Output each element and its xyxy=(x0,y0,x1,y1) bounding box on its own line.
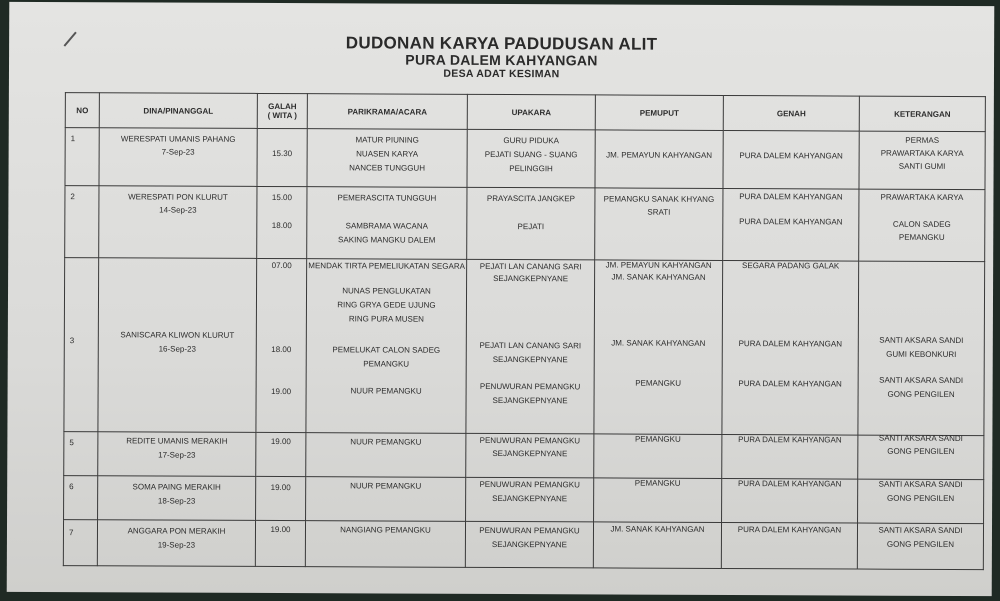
venue: PURA DALEM KAHYANGAN xyxy=(739,192,843,202)
cell-upakara xyxy=(466,477,594,522)
venue: SEGARA PADANG GALAK xyxy=(742,261,840,271)
day-name: WERESPATI UMANIS PAHANG xyxy=(120,134,236,144)
date: 18-Sep-23 xyxy=(157,496,196,506)
time: 18.00 xyxy=(271,345,292,355)
activity: PEMERASCITA TUNGGUH xyxy=(337,193,437,203)
day-name: REDITE UMANIS MERAKIH xyxy=(126,436,228,446)
cell-pemuput xyxy=(594,260,723,435)
day-name: ANGGARA PON MERAKIH xyxy=(127,526,226,536)
offering: PENUWURAN PEMANGKU xyxy=(479,435,581,446)
activity: SAKING MANGKU DALEM xyxy=(338,235,436,245)
col-header-keterangan: KETERANGAN xyxy=(859,96,985,132)
row-number: 7 xyxy=(68,528,74,538)
day-name: WERESPATI PON KLURUT xyxy=(128,192,228,202)
table-row xyxy=(63,520,983,570)
cell-dina xyxy=(98,258,257,433)
officiant: JM. SANAK KAHYANGAN xyxy=(611,272,706,282)
table-row xyxy=(64,476,984,524)
offering: SEJANGKEPNYANE xyxy=(492,395,568,406)
cell-keterangan xyxy=(859,131,985,190)
officiant: PEMANGKU xyxy=(634,478,681,488)
note: GONG PENGILEN xyxy=(886,539,955,549)
activity: NUASEN KARYA xyxy=(356,149,419,159)
offering: PEJATI xyxy=(517,222,545,232)
officiant: JM. PEMAYUN KAHYANGAN xyxy=(606,150,713,160)
cell-upakara xyxy=(465,521,593,568)
cell-keterangan xyxy=(858,479,984,524)
cell-parikrama xyxy=(305,521,465,568)
offering: GURU PIDUKA xyxy=(503,136,559,146)
col-header-no: NO xyxy=(65,93,99,128)
officiant: JM. SANAK KAHYANGAN xyxy=(610,524,705,534)
cell-genah xyxy=(722,260,859,435)
activity: NUUR PEMANGKU xyxy=(350,386,422,396)
note: CALON SADEG xyxy=(892,219,951,229)
col-header-upakara: UPAKARA xyxy=(467,94,595,130)
row-number: 5 xyxy=(69,438,74,448)
cell-keterangan xyxy=(858,435,984,480)
offering: SEJANGKEPNYANE xyxy=(492,493,568,504)
offering: SEJANGKEPNYANE xyxy=(492,448,568,459)
date: 19-Sep-23 xyxy=(157,540,196,550)
cell-pemuput xyxy=(593,522,721,569)
note: GONG PENGILEN xyxy=(887,446,955,456)
cell-no xyxy=(65,128,99,186)
cell-pemuput xyxy=(594,478,722,523)
venue: PURA DALEM KAHYANGAN xyxy=(737,479,842,489)
document-subtitle: PURA DALEM KAHYANGAN xyxy=(405,51,598,69)
col-header-parikrama: PARIKRAMA/ACARA xyxy=(307,94,467,130)
cell-dina xyxy=(98,432,256,477)
venue: PURA DALEM KAHYANGAN xyxy=(738,379,842,389)
cell-parikrama xyxy=(306,259,467,434)
cell-genah xyxy=(723,130,859,189)
col-header-dina: DINA/PINANGGAL xyxy=(99,93,257,129)
cell-pemuput xyxy=(595,188,723,261)
col-header-pemuput: PEMUPUT xyxy=(595,95,723,131)
note: GONG PENGILEN xyxy=(887,389,955,399)
venue: PURA DALEM KAHYANGAN xyxy=(739,151,843,161)
note: SANTI AKSARA SANDI xyxy=(878,433,963,444)
row-number: 1 xyxy=(70,134,76,144)
note: SANTI AKSARA SANDI xyxy=(879,375,964,386)
activity: NUUR PEMANGKU xyxy=(350,481,422,491)
activity: NUNAS PENGLUKATAN xyxy=(342,286,431,296)
officiant: PEMANGKU SANAK KHYANG xyxy=(603,194,715,204)
offering: PEJATI SUANG - SUANG xyxy=(484,149,578,160)
cell-galah xyxy=(257,186,307,258)
time: 15.30 xyxy=(272,149,293,159)
offering: PENUWURAN PEMANGKU xyxy=(479,381,581,392)
cell-pemuput xyxy=(594,434,722,479)
cell-parikrama xyxy=(307,187,467,260)
note: SANTI GUMI xyxy=(898,161,946,171)
row-number: 2 xyxy=(70,192,75,202)
cell-galah xyxy=(255,520,305,566)
venue: PURA DALEM KAHYANGAN xyxy=(738,339,843,349)
document-title: DUDONAN KARYA PADUDUSAN ALIT xyxy=(345,33,658,54)
offering: PRAYASCITA JANGKEP xyxy=(486,193,575,204)
cell-keterangan xyxy=(859,189,985,262)
note: PRAWARTAKA KARYA xyxy=(880,148,964,159)
note: GONG PENGILEN xyxy=(887,493,955,503)
offering: SEJANGKEPNYANE xyxy=(491,539,567,550)
cell-genah xyxy=(723,188,859,261)
time: 19.00 xyxy=(270,436,291,447)
note: SANTI AKSARA SANDI xyxy=(878,479,963,490)
officiant: JM. PEMAYUN KAHYANGAN xyxy=(605,260,712,270)
cell-galah xyxy=(257,128,307,186)
offering: SEJANGKEPNYANE xyxy=(492,354,568,365)
row-number: 3 xyxy=(69,336,75,346)
cell-keterangan xyxy=(858,261,985,436)
activity: PEMANGKU xyxy=(363,359,410,369)
cell-no xyxy=(63,520,97,566)
venue: PURA DALEM KAHYANGAN xyxy=(737,525,842,535)
offering: PEJATI LAN CANANG SARI xyxy=(479,261,582,272)
venue: PURA DALEM KAHYANGAN xyxy=(738,435,842,445)
cell-upakara xyxy=(466,433,594,478)
date: 7-Sep-23 xyxy=(161,147,195,157)
cell-no xyxy=(65,186,99,258)
cell-upakara xyxy=(467,187,595,260)
date: 16-Sep-23 xyxy=(158,344,196,354)
note: PEMANGKU xyxy=(898,232,945,242)
offering: PEJATI LAN CANANG SARI xyxy=(479,340,582,351)
offering: PENUWURAN PEMANGKU xyxy=(479,525,580,536)
header-row xyxy=(65,93,985,132)
galah-label: GALAH xyxy=(268,101,297,112)
activity: SAMBRAMA WACANA xyxy=(345,221,429,231)
activity: MENDAK TIRTA PEMELIUKATAN SEGARA xyxy=(308,261,465,271)
cell-galah xyxy=(256,432,306,476)
day-name: SANISCARA KLIWON KLURUT xyxy=(120,330,235,340)
schedule-table xyxy=(63,92,986,570)
activity: PEMELUKAT CALON SADEG xyxy=(332,345,441,355)
cell-genah xyxy=(721,522,857,569)
note: GUMI KEBONKURI xyxy=(886,349,957,359)
cell-galah xyxy=(256,258,307,432)
activity: MATUR PIUNING xyxy=(355,135,419,145)
time: 19.00 xyxy=(270,482,291,493)
cell-galah xyxy=(256,476,306,520)
officiant: JM. SANAK KAHYANGAN xyxy=(611,338,706,348)
offering: PELINGGIH xyxy=(509,164,553,174)
date: 17-Sep-23 xyxy=(158,450,196,460)
table-row xyxy=(65,128,985,190)
date: 14-Sep-23 xyxy=(159,205,197,215)
document-sheet xyxy=(7,2,995,596)
note: PERMAS xyxy=(905,135,940,145)
cell-genah xyxy=(722,478,858,523)
activity: NUUR PEMANGKU xyxy=(350,437,422,447)
table-row xyxy=(64,258,985,436)
activity: RING PURA MUSEN xyxy=(348,314,424,324)
cell-genah xyxy=(722,434,858,479)
activity: NANCEB TUNGGUH xyxy=(349,163,426,173)
officiant: SRATI xyxy=(647,207,671,217)
cell-dina xyxy=(98,476,256,521)
day-name: SOMA PAING MERAKIH xyxy=(132,482,221,492)
officiant: PEMANGKU xyxy=(634,434,681,444)
time: 07.00 xyxy=(271,261,292,271)
officiant: PEMANGKU xyxy=(635,378,682,388)
galah-unit: ( WITA ) xyxy=(267,110,297,121)
cell-no xyxy=(64,258,99,432)
activity: NANGIANG PEMANGKU xyxy=(340,525,431,535)
cell-dina xyxy=(97,520,255,567)
cell-upakara xyxy=(466,259,595,434)
cell-dina xyxy=(99,186,257,259)
cell-parikrama xyxy=(306,477,466,522)
time: 15.00 xyxy=(271,193,292,203)
time: 19.00 xyxy=(270,524,291,535)
cell-no xyxy=(64,476,98,520)
cell-no xyxy=(64,432,98,476)
venue: PURA DALEM KAHYANGAN xyxy=(739,217,843,227)
col-header-genah: GENAH xyxy=(723,95,859,131)
cell-parikrama xyxy=(307,129,467,188)
time: 18.00 xyxy=(271,221,292,231)
cell-parikrama xyxy=(306,433,466,478)
cell-keterangan xyxy=(857,523,983,570)
col-header-galah xyxy=(257,93,307,128)
time: 19.00 xyxy=(271,386,292,397)
note: SANTI AKSARA SANDI xyxy=(879,335,964,346)
note: PRAWARTAKA KARYA xyxy=(880,192,964,203)
offering: PENUWURAN PEMANGKU xyxy=(479,479,580,490)
cell-dina xyxy=(99,128,257,187)
cell-pemuput xyxy=(595,130,723,189)
row-number: 6 xyxy=(69,482,74,492)
document-location: DESA ADAT KESIMAN xyxy=(443,67,560,81)
offering: SEJANGKEPNYANE xyxy=(493,273,569,284)
note: SANTI AKSARA SANDI xyxy=(878,525,963,536)
activity: RING GRYA GEDE UJUNG xyxy=(337,300,436,310)
table-row xyxy=(64,432,984,480)
cell-upakara xyxy=(467,129,595,188)
table-row xyxy=(65,186,985,262)
